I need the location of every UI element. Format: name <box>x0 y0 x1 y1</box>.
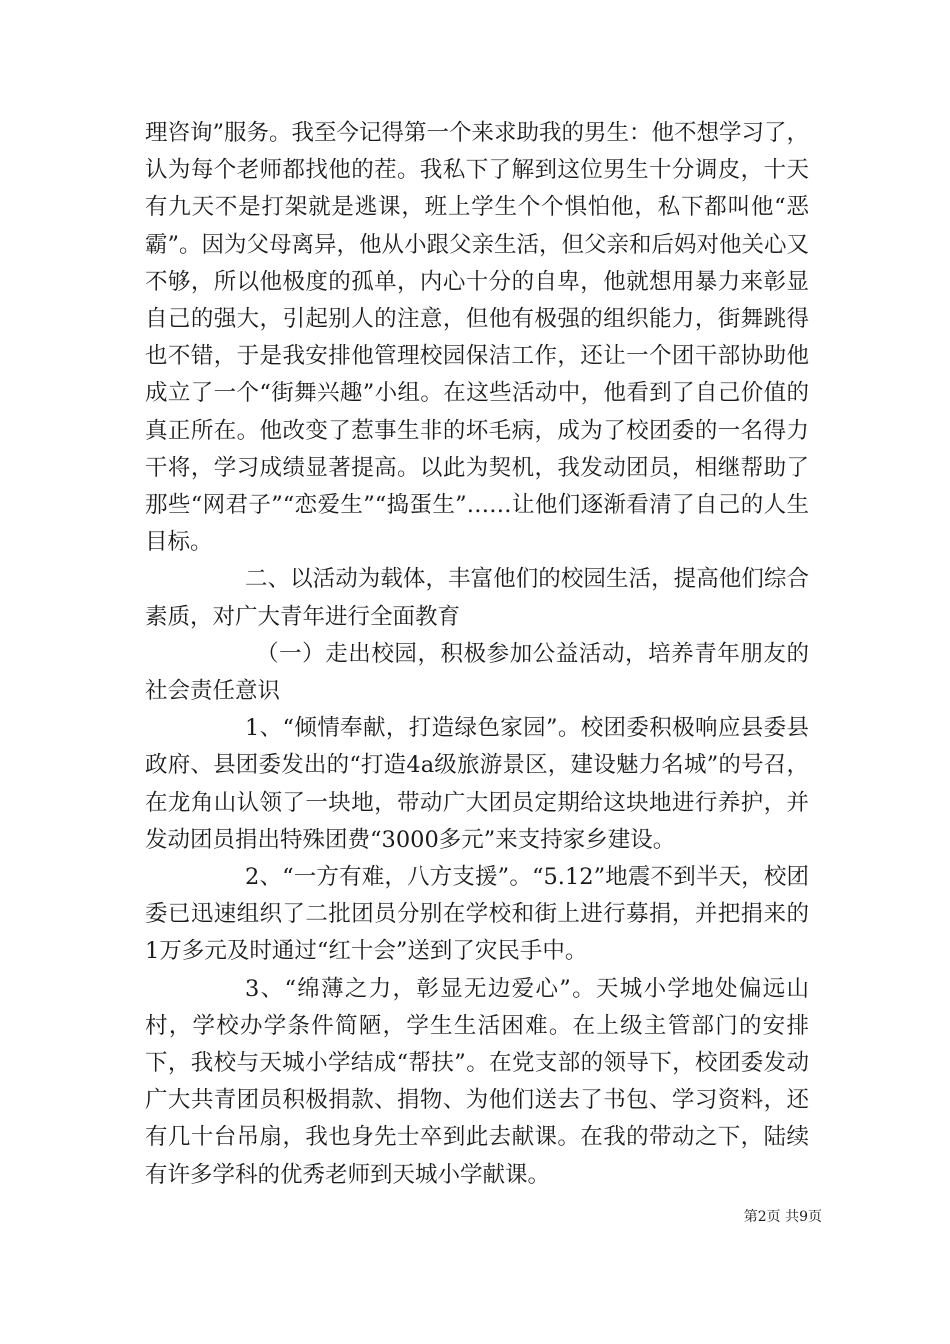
paragraph-section-heading: 二、以活动为载体，丰富他们的校园生活，提高他们综合素质，对广大青年进行全面教育 <box>145 566 809 630</box>
paragraph-body: 理咨询”服务。我至今记得第一个来求助我的男生：他不想学习了，认为每个老师都找他的茬。我私下了解到这位男生十分调皮，十天有九天不是打架就是逃课，班上学生个个惧怕他，私下都叫他“恶霸”。因为父母离异，他从小跟父亲生活，但父亲和后妈对他关心又不够，所以他极度的孤单，内心十分的自卑，他就想用暴力来彰显自己的强大，引起别人的注意，但他有极强的组织能力，街舞跳得也不错，于是我安排他管理校园保洁工作，还让一个团干部协助他成立了一个“街舞兴趣”小组。在这些活动中，他看到了自己价值的真正所在。他改变了惹事生非的坏毛病，成为了校团委的一名得力干将，学习成绩显著提高。以此为契机，我发动团员，相继帮助了那些“网君子”“恋爱生”“捣蛋生”……让他们逐渐看清了自己的人生目标。 <box>145 120 810 556</box>
paragraph-subsection-heading: （一）走出校园，积极参加公益活动，培养青年朋友的社会责任意识 <box>145 640 809 705</box>
document-body <box>145 115 809 1194</box>
page-number-footer: 第2页 共9页 <box>743 1209 822 1225</box>
paragraph-item-2: 2、“一方有难，八方支援”。“5.12”地震不到半天，校团委已迅速组织了二批团员分别在学校和街上进行募捐，并把捐来的1万多元及时通过“红十会”送到了灾民手中。 <box>145 864 809 965</box>
paragraph-item-1: 1、“倾情奉献，打造绿色家园”。校团委积极响应县委县政府、县团委发出的“打造4a级旅游景区，建设魅力名城”的号召，在龙角山认领了一块地，带动广大团员定期给这块地进行养护，并发动团员捐出特殊团费“3000多元”来支持家乡建设。 <box>145 715 809 853</box>
paragraph-item-3: 3、“绵薄之力，彰显无边爱心”。天城小学地处偏远山村，学校办学条件简陋，学生生活困难。在上级主管部门的安排下，我校与天城小学结成“帮扶”。在党支部的领导下，校团委发动广大共青团员积极捐款、捐物、为他们送去了书包、学习资料，还有几十台吊扇，我也身先士卒到此去献课。在我的带动之下，陆续有许多学科的优秀老师到天城小学献课。 <box>145 975 809 1188</box>
